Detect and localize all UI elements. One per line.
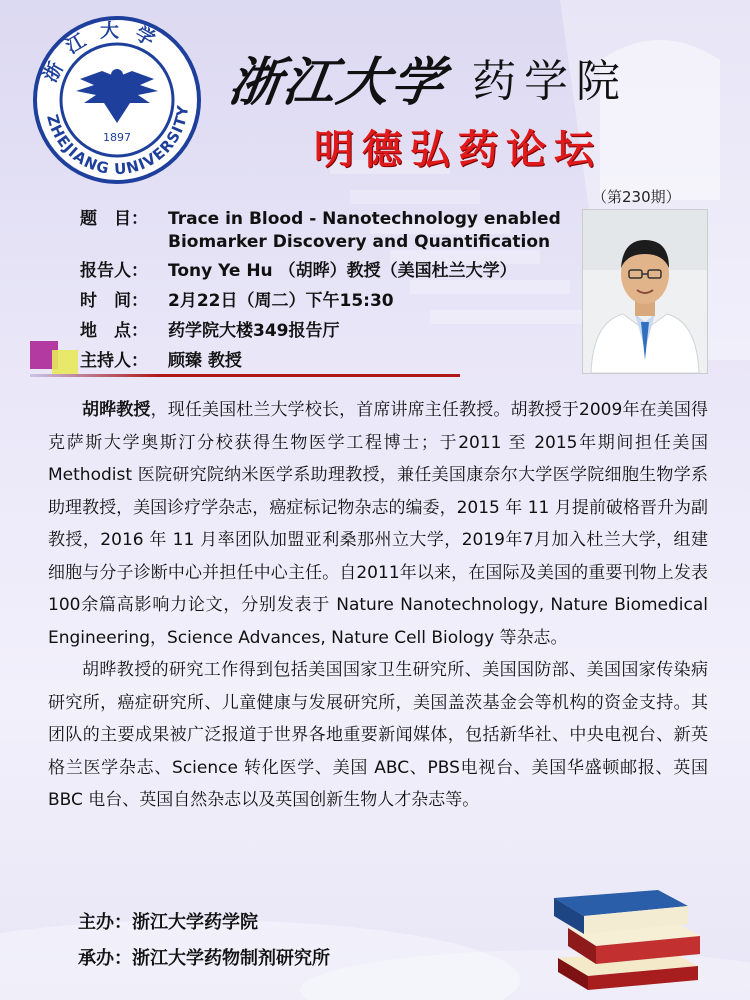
title-label: 题 目： xyxy=(80,209,148,229)
time-value: 2月22日（周二）下午15:30 xyxy=(168,291,394,311)
talk-title-row xyxy=(80,206,561,256)
speaker-row xyxy=(80,256,517,286)
issue-number: （第230期） xyxy=(592,188,681,206)
logo-year: 1897 xyxy=(103,131,131,144)
bio-paragraph-1 xyxy=(48,394,708,654)
forum-title: 明德弘药论坛 xyxy=(314,127,602,173)
place-row xyxy=(80,316,517,346)
time-label: 时 间： xyxy=(80,291,148,311)
host-row xyxy=(80,346,517,376)
university-name: 浙江大学 xyxy=(225,51,450,113)
zhejiang-university-logo xyxy=(32,15,202,185)
co-organizer: 承办：浙江大学药物制剂研究所 xyxy=(78,948,330,969)
school-name: 药学院 xyxy=(472,56,629,107)
bio-paragraph-1-text: ，现任美国杜兰大学校长，首席讲席主任教授。胡教授于2009年在美国得克萨斯大学奥斯汀分校获得生物医学工程博士；于2011 至 2015年期间担任美国Methodist 医院研究院纳米医学系助理教授，兼任美国康奈尔大学医学院细胞生物学系助理教授，美国诊疗学杂志，癌症标记物杂志的编委，2015 年 11 月提前破格晋升为副教授，2016 年 11 月率团队加盟亚利桑那州立大学，2019年7月加入杜兰大学，组建细胞与分子诊断中心并担任中心主任。自2011年以来，在国际及美国的重要刊物上发表100余篇高影响力论文，分别发表于 Nature Nanotechnology, Nature Biomedical Engineering，Science Advances, Nature Cell Biology 等杂志。 xyxy=(48,400,709,648)
bio-paragraph-2: 胡晔教授的研究工作得到包括美国国家卫生研究所、美国国防部、美国国家传染病研究所，癌症研究所、儿童健康与发展研究所，美国盖茨基金会等机构的资金支持。其团队的主要成果被广泛报道于世界各地重要新闻媒体，包括新华社、中央电视台、新英格兰医学杂志、Science 转化医学、美国 ABC、PBS电视台、美国华盛顿邮报、英国 BBC 电台、英国自然杂志以及英国创新生物人才杂志等。 xyxy=(48,660,708,810)
header-brand xyxy=(225,42,629,113)
section-divider xyxy=(30,374,460,377)
speaker-photo xyxy=(582,209,708,374)
host-label: 主持人： xyxy=(80,351,148,371)
speaker-value: Tony Ye Hu （胡晔）教授（美国杜兰大学） xyxy=(168,261,517,281)
talk-title-line2: Biomarker Discovery and Quantification xyxy=(168,232,551,252)
logo-english-name: ZHEJIANG UNIVERSITY xyxy=(43,103,193,179)
speaker-portrait-icon xyxy=(583,210,707,373)
time-row xyxy=(80,286,517,316)
place-label: 地 点： xyxy=(80,321,148,341)
decorative-square-yellow xyxy=(52,350,78,376)
host-value: 顾臻 教授 xyxy=(168,351,242,371)
books-icon xyxy=(548,880,708,990)
talk-info xyxy=(80,206,561,376)
place-value: 药学院大楼349报告厅 xyxy=(168,321,340,341)
speaker-label: 报告人： xyxy=(80,261,148,281)
logo-emblem-text: 浙江大学 xyxy=(39,19,171,86)
speaker-biography xyxy=(48,394,708,817)
talk-title-line1: Trace in Blood - Nanotechnology enabled xyxy=(168,209,561,229)
bio-lead-name: 胡晔教授 xyxy=(82,400,151,420)
organizer: 主办：浙江大学药学院 xyxy=(78,912,258,933)
